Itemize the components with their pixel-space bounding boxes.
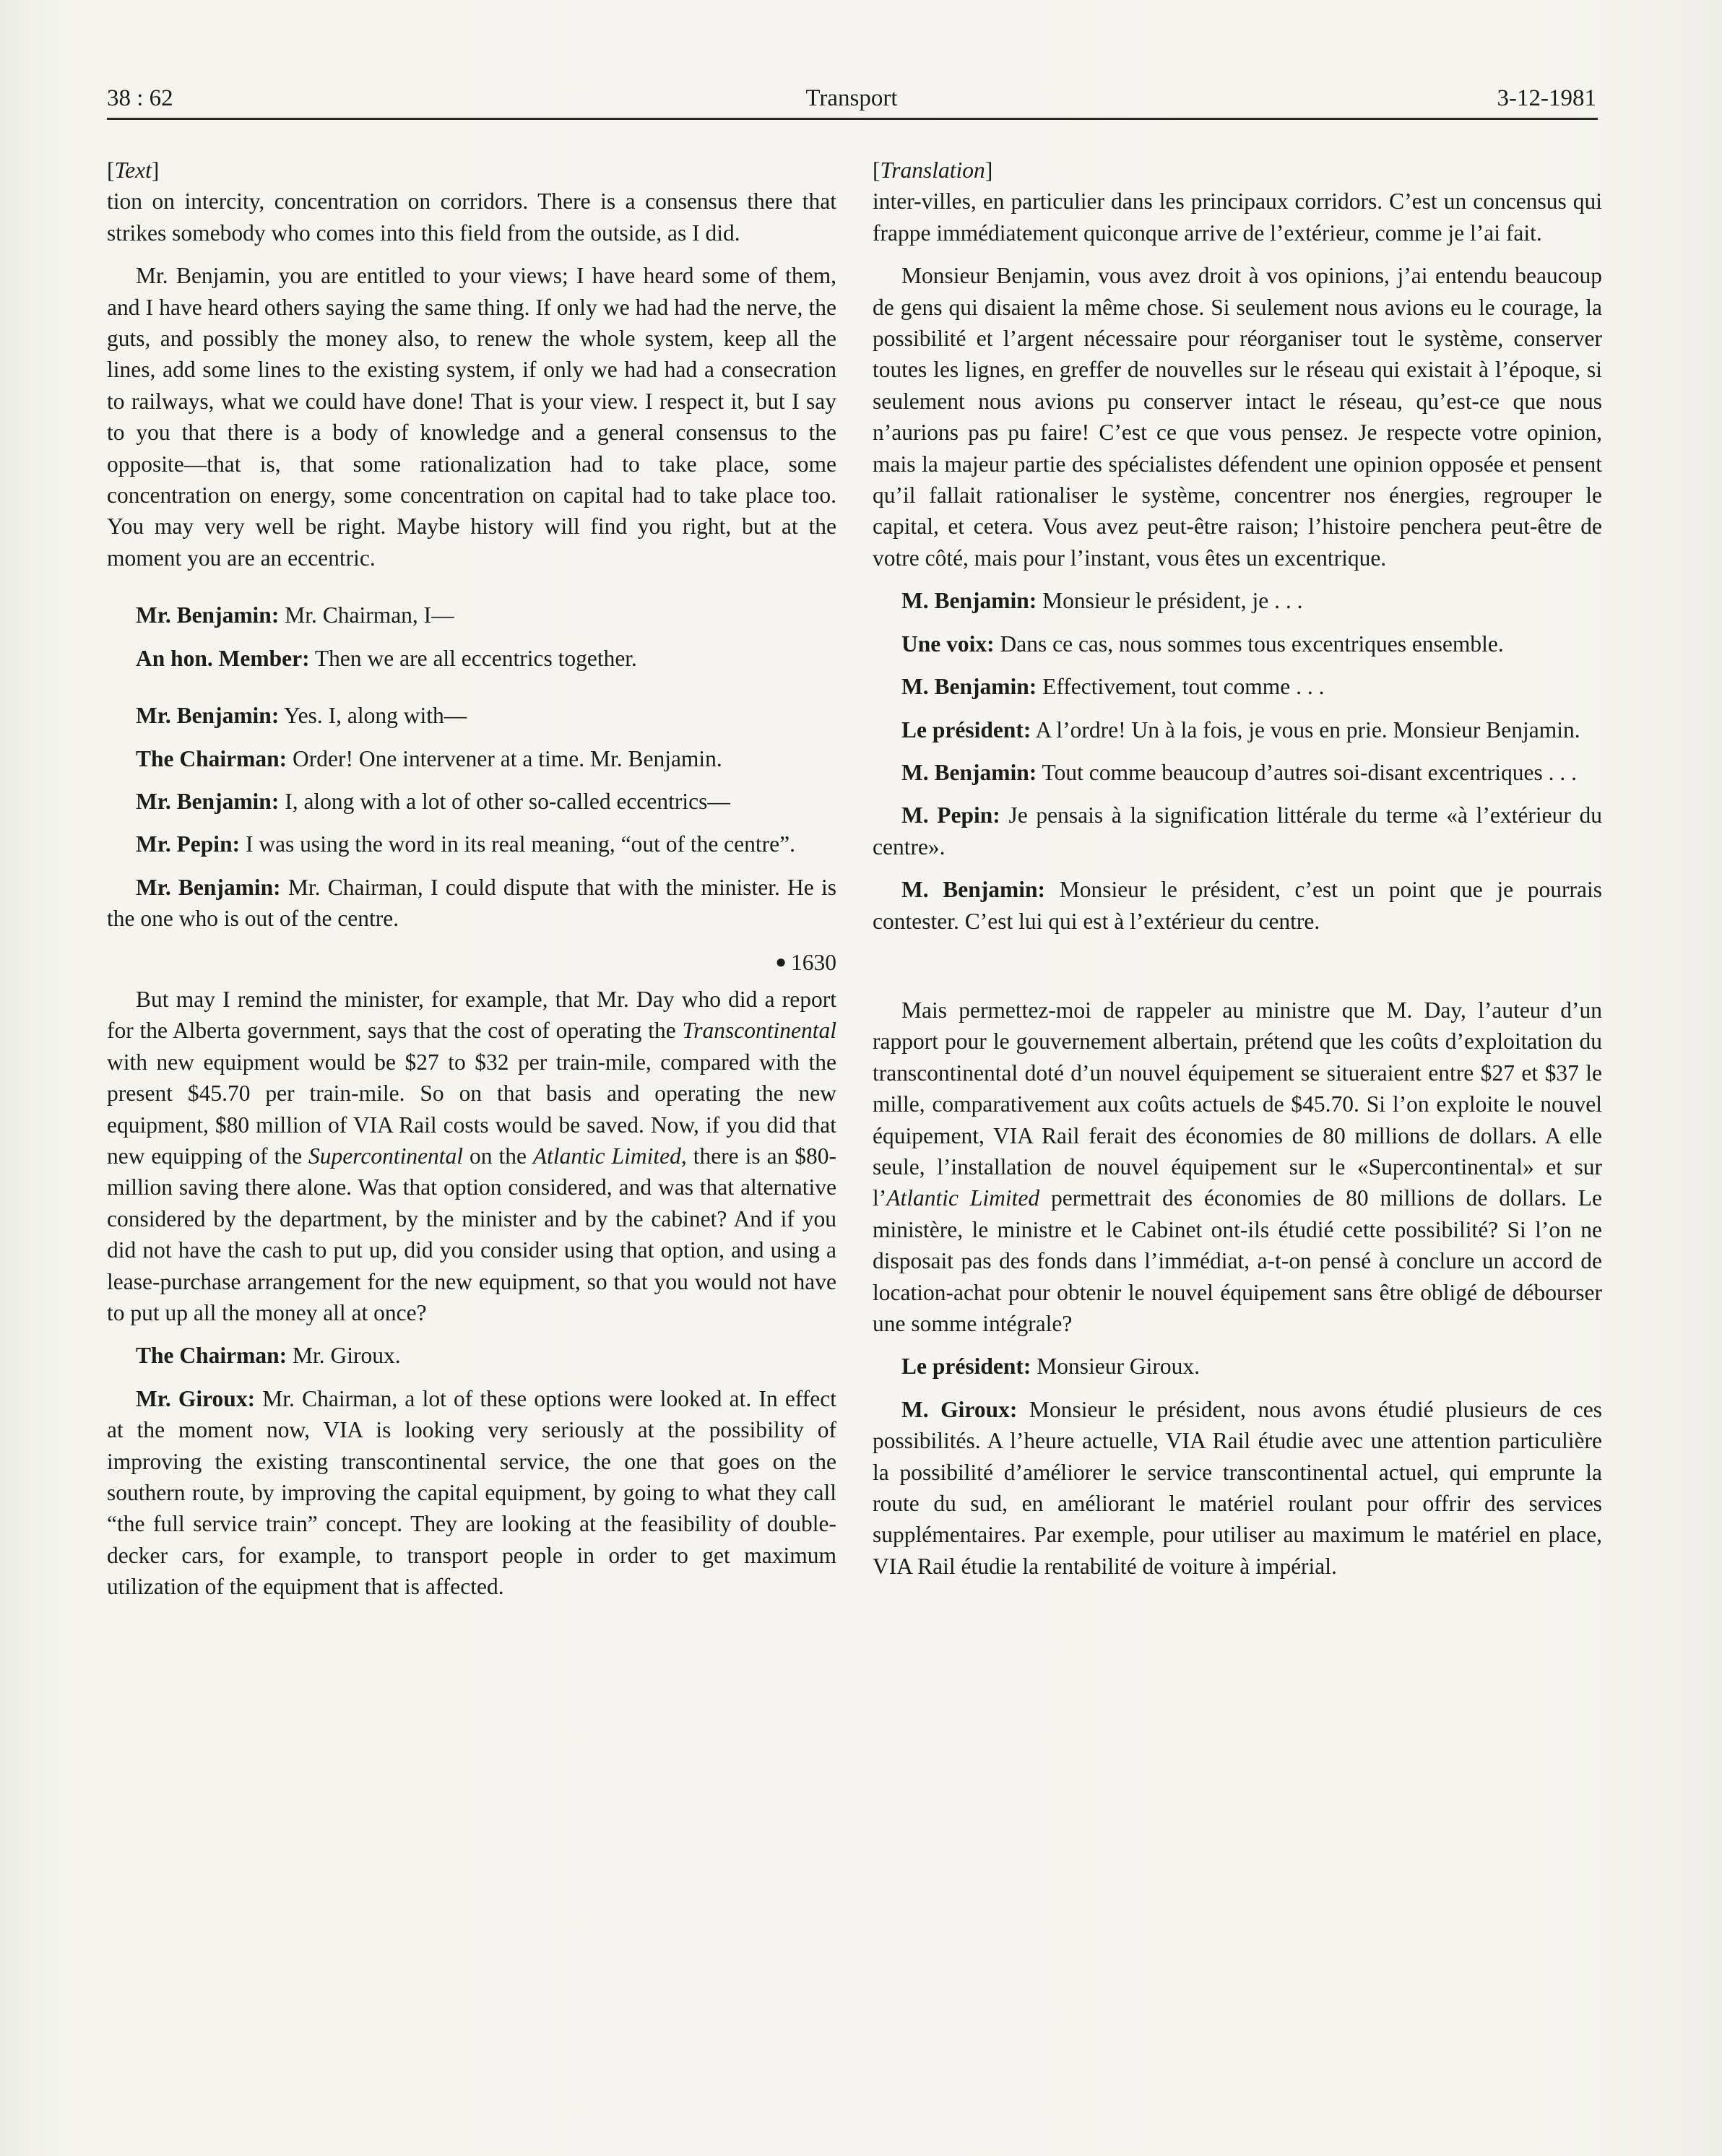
speech [107, 643, 836, 674]
italic-run: Atlantic Limited [886, 1185, 1040, 1211]
speaker-name: M. Benjamin: [901, 877, 1046, 903]
speaker-name: An hon. Member: [136, 645, 310, 671]
paragraph [873, 995, 1602, 1339]
text-run: But may I remind the minister, for example, that Mr. Day who did a report for the Alberta government, says that the cost of operating the [107, 986, 836, 1044]
speech [107, 743, 836, 774]
speech [873, 628, 1602, 659]
speech-text: Mr. Chairman, I could dispute that with the minister. He is the one who is out of the centre. [107, 874, 836, 932]
speaker-name: Mr. Benjamin: [136, 874, 281, 900]
speaker-name: Mr. Benjamin: [136, 788, 280, 814]
speech-text: Monsieur le président, je . . . [1037, 588, 1303, 614]
speech [873, 585, 1602, 616]
speech [873, 714, 1602, 745]
speaker-name: M. Pepin: [901, 802, 1000, 828]
speech [873, 1394, 1602, 1582]
speech [107, 700, 836, 731]
column-tag: [Text] [107, 157, 160, 183]
bullet-icon: ● [775, 951, 787, 972]
text-run: there is an $80-million saving there alone. Was that option considered, and was that alternative considered by the department, by the minister and by the cabinet? And if you did not have the cash to put up, did you consider using that option, and using a lease-purchase arrangement for the new equipment, so that you would not have to put up all the money all at once? [107, 1143, 837, 1325]
speech [107, 828, 836, 860]
speaker-name: Mr. Giroux: [136, 1385, 256, 1411]
paragraph [107, 984, 836, 1328]
speech-text: Order! One intervener at a time. Mr. Benjamin. [287, 745, 722, 771]
speaker-name: M. Benjamin: [901, 674, 1037, 700]
page-title: Transport [805, 85, 898, 111]
speaker-name: M. Benjamin: [901, 588, 1037, 614]
header-rule [107, 118, 1598, 120]
italic-run: Supercontinental [308, 1143, 464, 1169]
time-marker-label: 1630 [791, 949, 836, 975]
speech-text: Mr. Chairman, a lot of these options were looked at. In effect at the moment now, VIA is looking very seriously at the possibility of improving the existing transcontinental service, the one that goes on the southern route, by improving the capital equipment, by going to what they call “the full service train” concept. They are looking at the feasibility of double-decker cars, for example, to transport people in order to get maximum utilization of the equipment that is affected. [107, 1385, 837, 1600]
text-run: Mais permettez-moi de rappeler au ministre que M. Day, l’auteur d’un rapport pour le gouvernement albertain, prétend que les coûts d’exploitation du transcontinental doté d’un nouvel équipement se situeraient entre $27 et $37 le mille, comparativement aux coûts actuels de $45.70. Si l’on exploite le nouvel équipement, VIA Rail ferait des économies de 80 millions de dollars. A elle seule, l’installation de nouvel équipement sur le «Supercontinental» et sur l’ [873, 997, 1602, 1211]
speech-text: Yes. I, along with— [279, 703, 467, 729]
speech [107, 1383, 836, 1603]
italic-run: Transcontinental [682, 1018, 836, 1044]
speech-text: Monsieur Giroux. [1031, 1354, 1200, 1380]
speech [873, 757, 1602, 788]
speaker-name: M. Benjamin: [901, 759, 1037, 785]
speech [873, 1351, 1602, 1382]
speech-text: Monsieur le président, c’est un point que je pourrais contester. C’est lui qui est à l’extérieur du centre. [873, 877, 1602, 934]
speaker-name: Une voix: [901, 631, 995, 657]
speech [873, 800, 1602, 862]
column-tag-label: Text [114, 157, 152, 183]
english-column [107, 155, 836, 1614]
speech [873, 671, 1602, 702]
speaker-name: Le président: [901, 716, 1031, 743]
paragraph: inter-villes, en particulier dans les principaux corridors. C’est un concensus qui frappe immédiatement quiconque arrive de l’extérieur, comme je l’ai fait. [873, 189, 1602, 246]
speaker-name: Mr. Benjamin: [136, 602, 280, 628]
paragraph: Monsieur Benjamin, vous avez droit à vos opinions, j’ai entendu beaucoup de gens qui disaient la même chose. Si seulement nous avions eu le courage, la possibilité et l’argent nécessaire pour réorganiser tout le système, conserver toutes les lignes, en greffer de nouvelles sur le réseau qui existait à l’époque, si seulement nous avions pu conserver intact le réseau, qu’est-ce que nous n’aurions pas pu faire! C’est ce que vous pensez. Je respecte votre opinion, mais la majeur partie des spécialistes défendent une opinion opposée et pensent qu’il fallait rationaliser le système, concentrer nos énergies, regrouper le capital, et cetera. Vous avez peut-être raison; l’histoire penchera peut-être de votre côté, mais pour l’instant, vous êtes un excentrique. [873, 263, 1602, 571]
speech-text: A l’ordre! Un à la fois, je vous en prie. Monsieur Benjamin. [1031, 716, 1580, 743]
french-column [873, 155, 1602, 1593]
column-tag: [Translation] [873, 157, 993, 183]
text-run: permettrait des économies de 80 millions de dollars. Le ministère, le ministre et le Cabinet ont-ils étudié cette possibilité? Si l’on ne disposait pas des fonds dans l’immédiat, a-t-on pensé à conclure un accord de location-achat pour obtenir le nouvel équipement sans être obligé de débourser une somme intégrale? [873, 1185, 1603, 1336]
speech-text: I, along with a lot of other so-called eccentrics— [279, 788, 730, 814]
speech-text: Then we are all eccentrics together. [309, 645, 637, 671]
text-run: on the [463, 1143, 533, 1169]
speech-text: Je pensais à la signification littérale du terme «à l’extérieur du centre». [873, 802, 1603, 860]
speech [107, 1340, 836, 1371]
page-date: 3-12-1981 [1497, 85, 1596, 111]
speaker-name: Mr. Pepin: [136, 831, 241, 857]
speaker-name: The Chairman: [136, 1343, 287, 1369]
speech-text: Mr. Chairman, I— [279, 602, 454, 628]
speech [873, 874, 1602, 937]
speech-text: I was using the word in its real meaning, “out of the centre”. [240, 831, 795, 857]
speech [107, 872, 836, 935]
speech-text: Monsieur le président, nous avons étudié plusieurs de ces possibilités. A l’heure actuelle, VIA Rail étudie avec une attention particulière la possibilité d’améliorer le service transcontinental actuel, qui emprunte la route du sud, en améliorant le matériel roulant pour offrir des services supplémentaires. Par exemple, pour utiliser au maximum le matériel en place, VIA Rail étudie la rentabilité de voiture à impérial. [873, 1396, 1602, 1579]
speech [107, 786, 836, 817]
column-tag-label: Translation [880, 157, 985, 183]
speaker-name: Le président: [901, 1354, 1031, 1380]
speaker-name: The Chairman: [136, 745, 287, 771]
speech-text: Dans ce cas, nous sommes tous excentriques ensemble. [994, 631, 1504, 657]
paragraph: tion on intercity, concentration on corridors. There is a consensus there that strikes somebody who comes into this field from the outside, as I did. [107, 189, 836, 246]
italic-run: Atlantic Limited, [532, 1143, 687, 1169]
speech-text: Tout comme beaucoup d’autres soi-disant excentriques . . . [1037, 759, 1577, 785]
speech [107, 599, 836, 631]
speaker-name: Mr. Benjamin: [136, 703, 280, 729]
page-number: 38 : 62 [107, 85, 173, 111]
speech-text: Effectivement, tout comme . . . [1037, 674, 1325, 700]
speech-text: Mr. Giroux. [287, 1343, 401, 1369]
text-run: with new equipment would be $27 to $32 per train-mile, compared with the present $45.70 per train-mile. So on that basis and operating the new equipment, $80 million of VIA Rail costs would be saved. Now, if you did that new equipping of the [107, 1049, 836, 1169]
paragraph: Mr. Benjamin, you are entitled to your views; I have heard some of them, and I have heard others saying the same thing. If only we had had the nerve, the guts, and possibly the money also, to renew the whole system, keep all the lines, add some lines to the existing system, if only we had had a consecration to railways, what we could have done! That is your view. I respect it, but I say to you that there is a body of knowledge and a general consensus to the opposite—that is, that some rationalization had to take place, some concentration on energy, some concentration on capital had to take place too. You may very well be right. Maybe history will find you right, but at the moment you are an eccentric. [107, 263, 836, 571]
time-marker [107, 946, 836, 978]
page-header [107, 81, 1596, 120]
speaker-name: M. Giroux: [901, 1396, 1018, 1422]
